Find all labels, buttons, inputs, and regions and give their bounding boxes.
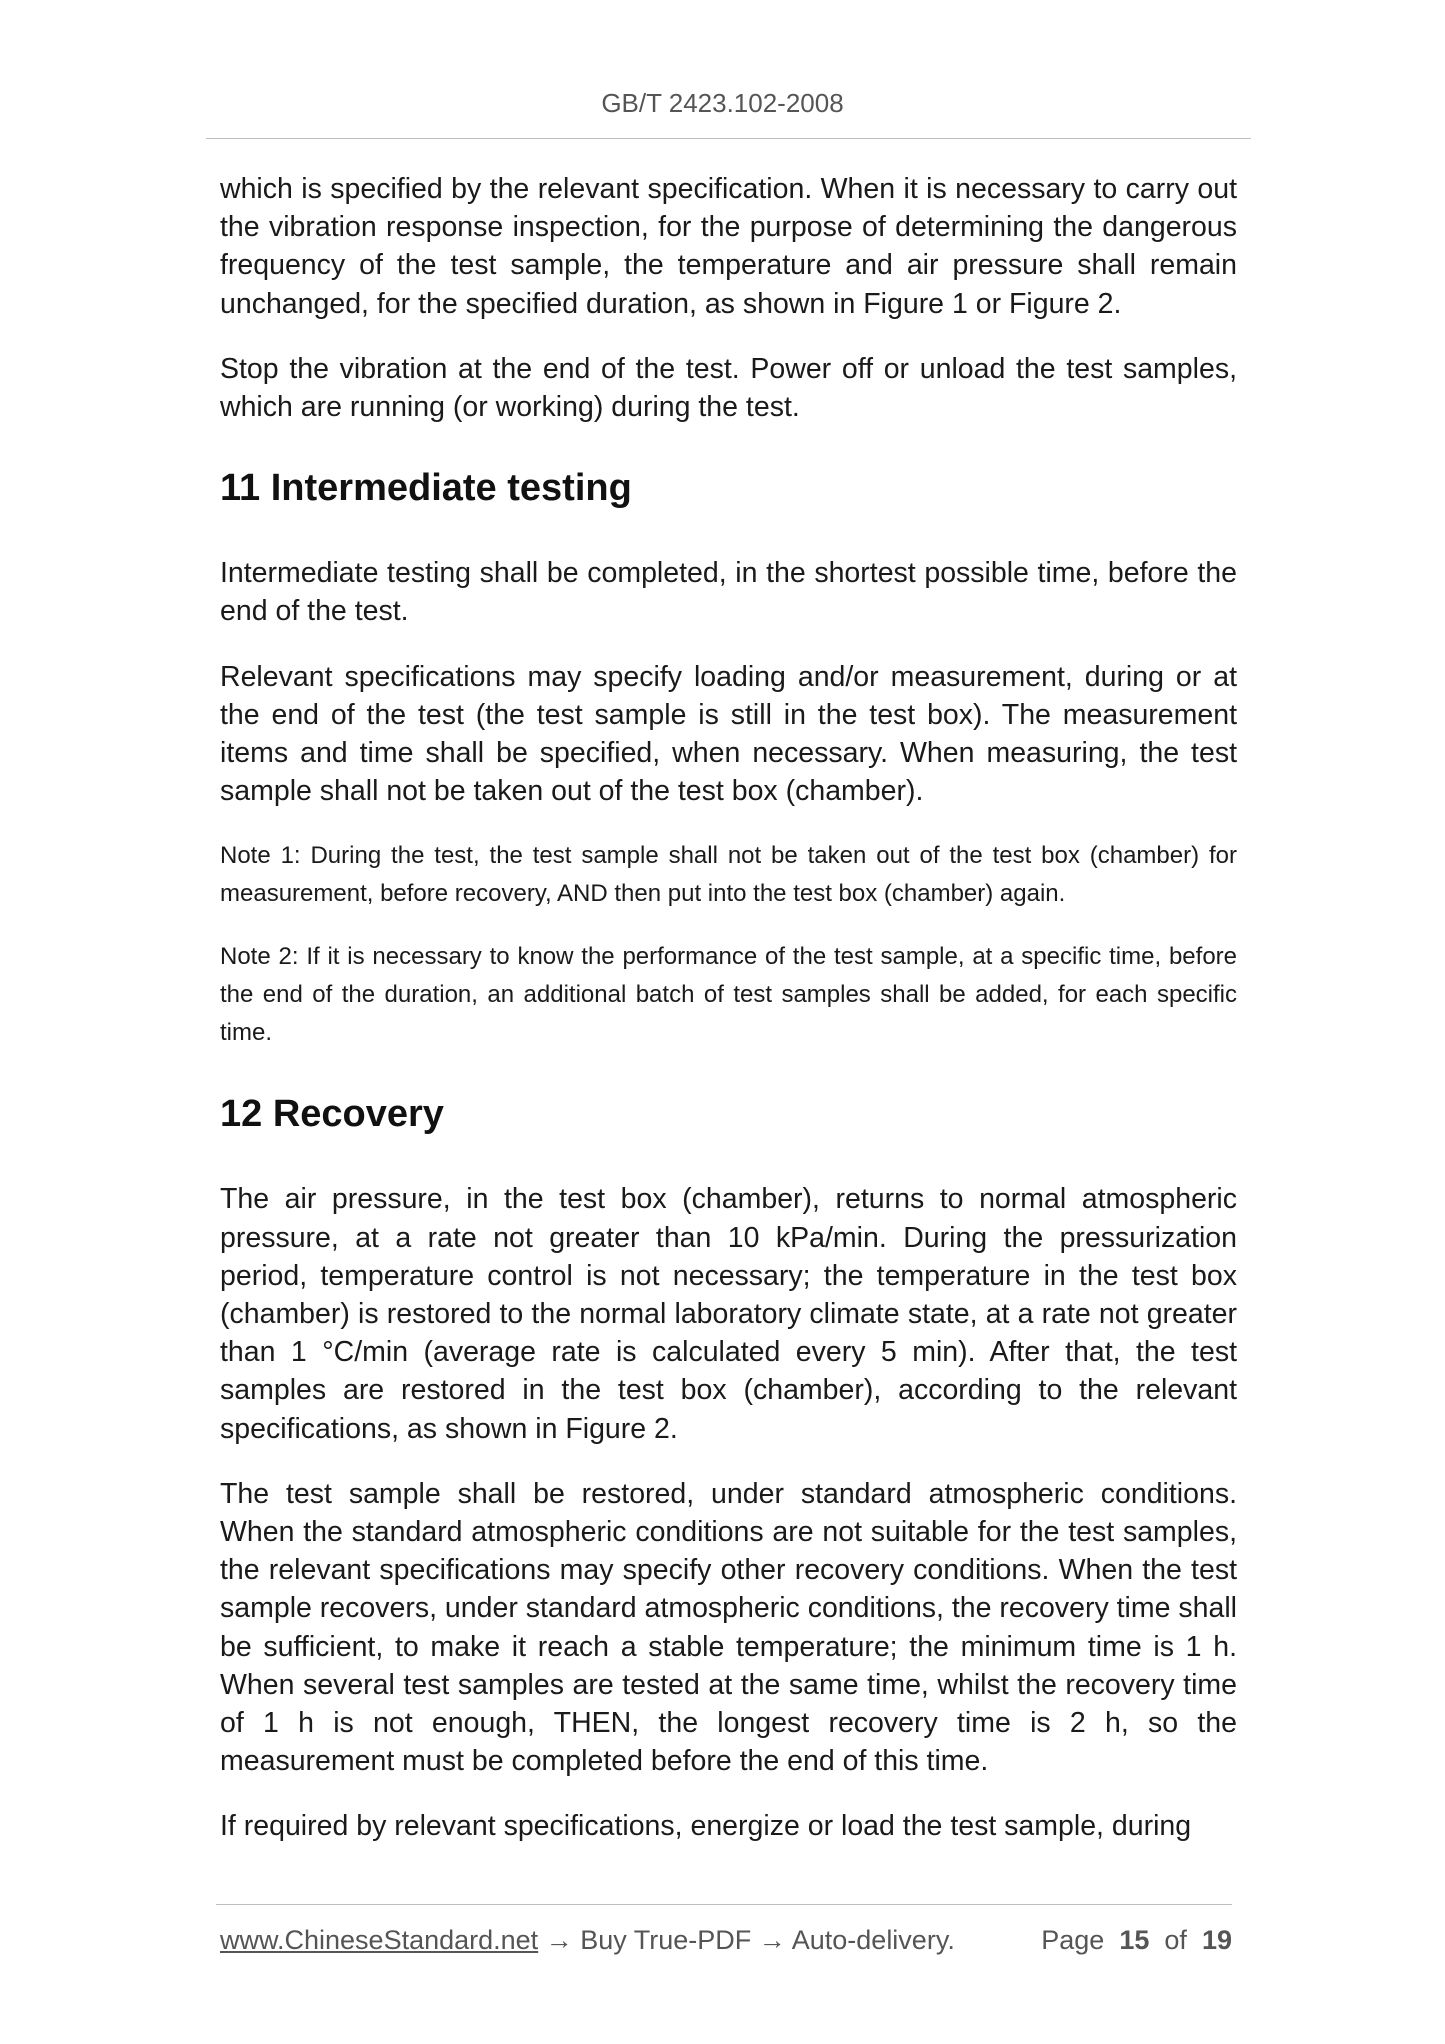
page-number (1041, 1925, 1232, 1956)
paragraph: The test sample shall be restored, under standard atmospheric conditions. When the standard atmospheric conditions are not suitable for the test samples, the relevant specifications may specify other recovery conditions. When the test sample recovers, under standard atmospheric conditions, the recovery time shall be sufficient, to make it reach a stable temperature; the minimum time is 1 h. When several test samples are tested at the same time, whilst the recovery time of 1 h is not enough, THEN, the longest recovery time is 2 h, so the measurement must be completed before the end of this time. (220, 1477, 1237, 1778)
footer-divider (216, 1904, 1232, 1905)
current-page: 15 (1119, 1925, 1150, 1955)
page-word: Page (1041, 1925, 1105, 1955)
page-content (220, 170, 1237, 1873)
note-1: Note 1: During the test, the test sample shall not be taken out of the test box (chamber) for measurement, before recovery, AND then put into the test box (chamber) again. (220, 842, 1237, 908)
document-header-code: GB/T 2423.102-2008 (601, 88, 844, 118)
section-11-heading: 11 Intermediate testing (220, 467, 632, 510)
total-pages: 19 (1201, 1925, 1232, 1955)
paragraph: Stop the vibration at the end of the test. Power off or unload the test samples, which are running (or working) during the test. (220, 352, 1237, 424)
header-divider (206, 138, 1251, 139)
paragraph: If required by relevant specifications, energize or load the test sample, during (220, 1810, 1192, 1843)
website-link[interactable]: www.ChineseStandard.net (220, 1925, 539, 1955)
note-2: Note 2: If it is necessary to know the performance of the test sample, at a specific time, before the end of the duration, an additional batch of test samples shall be added, for each specific time. (220, 943, 1237, 1047)
footer-left (220, 1925, 955, 1956)
section-12-heading: 12 Recovery (220, 1093, 444, 1136)
paragraph: The air pressure, in the test box (chamber), returns to normal atmospheric pressure, at a rate not greater than 10 kPa/min. During the pressurization period, temperature control is not necessary; the temperature in the test box (chamber) is restored to the normal laboratory climate state, at a rate not greater than 1 °C/min (average rate is calculated every 5 min). After that, the test samples are restored in the test box (chamber), according to the relevant specifications, as shown in Figure 2. (220, 1183, 1237, 1445)
paragraph: Relevant specifications may specify loading and/or measurement, during or at the end of the test (the test sample is still in the test box). The measurement items and time shall be specified, when necessary. When measuring, the test sample shall not be taken out of the test box (chamber). (220, 660, 1237, 808)
paragraph: which is specified by the relevant specification. When it is necessary to carry out the vibration response inspection, for the purpose of determining the dangerous frequency of the test sample, the temperature and air pressure shall remain unchanged, for the specified duration, as shown in Figure 1 or Figure 2. (220, 173, 1237, 320)
paragraph: Intermediate testing shall be completed, in the shortest possible time, before the end of the test. (220, 557, 1237, 628)
footer-tagline: → Buy True-PDF → Auto-delivery. (538, 1925, 955, 1955)
of-word: of (1164, 1925, 1187, 1955)
